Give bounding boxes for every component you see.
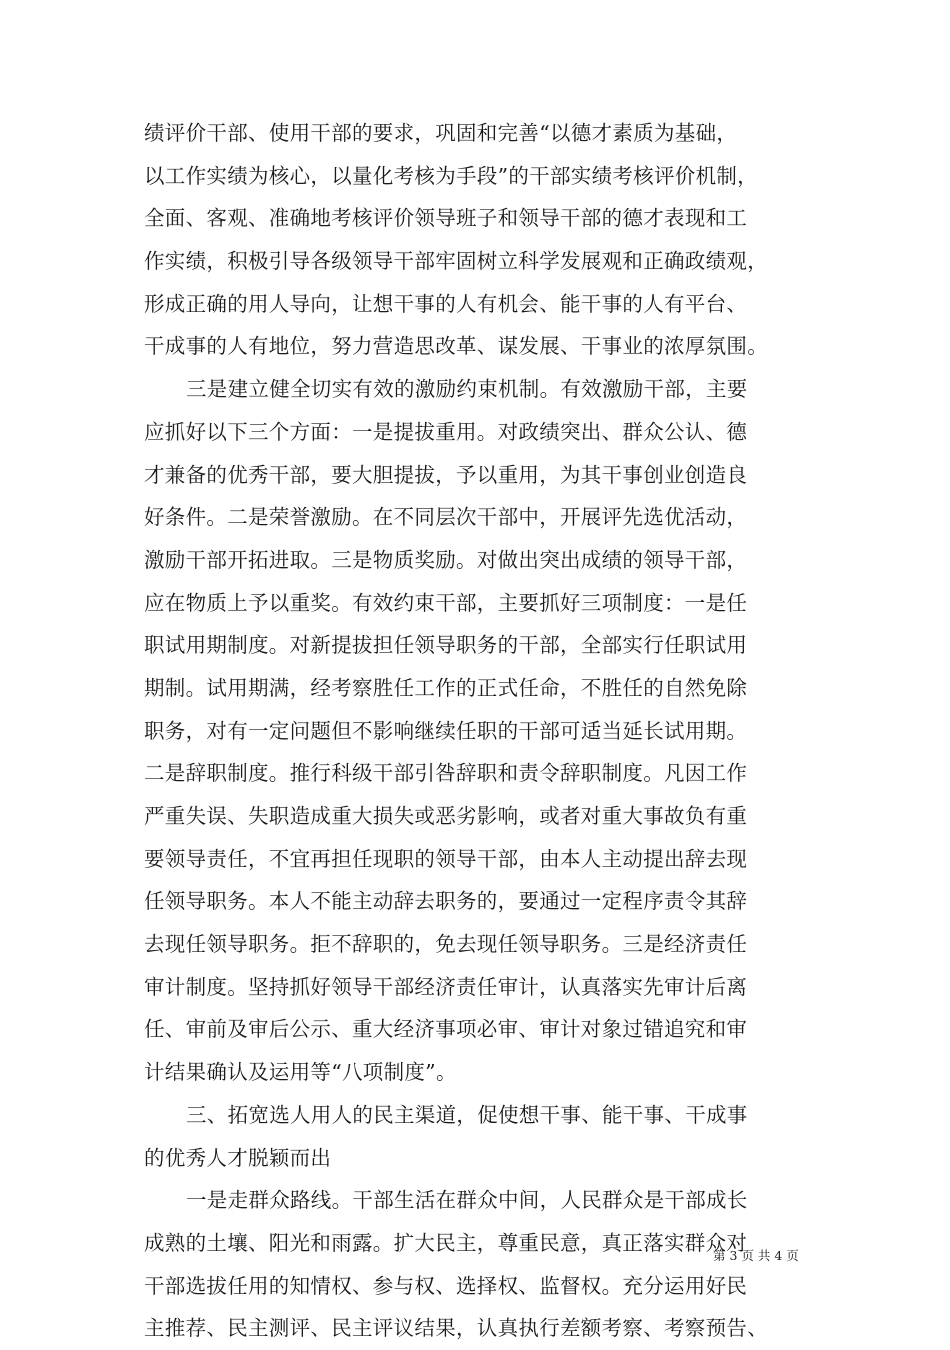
text-line: 任领导职务。本人不能主动辞去职务的，要通过一定程序责令其辞 xyxy=(144,889,748,914)
text-line: 职务，对有一定问题但不影响继续任职的干部可适当延长试用期。 xyxy=(144,718,748,743)
text-line: 严重失误、失职造成重大损失或恶劣影响，或者对重大事故负有重 xyxy=(144,804,748,828)
page-number: 第 3 页 共 4 页 xyxy=(713,1248,799,1263)
text-line: 以工作实绩为核心，以量化考核为手段”的干部实绩考核评价机制， xyxy=(144,163,758,188)
text-line: 干成事的人有地位，努力营造思改革、谋发展、干事业的浓厚氛围。 xyxy=(144,334,768,359)
text-line: 全面、客观、准确地考核评价领导班子和领导干部的德才表现和工 xyxy=(144,206,748,231)
text-line: 应抓好以下三个方面：一是提拔重用。对政绩突出、群众公认、德 xyxy=(144,419,748,444)
text-line: 成熟的土壤、阳光和雨露。扩大民主，尊重民意，真正落实群众对 xyxy=(144,1230,748,1255)
text-line: 绩评价干部、使用干部的要求，巩固和完善“以德才素质为基础， xyxy=(144,121,738,145)
text-line: 二是辞职制度。推行科级干部引咎辞职和责令辞职制度。凡因工作 xyxy=(144,761,748,786)
text-line: 要领导责任，不宜再担任现职的领导干部，由本人主动提出辞去现 xyxy=(144,846,748,871)
text-line: 干部选拔任用的知情权、参与权、选择权、监督权。充分运用好民 xyxy=(144,1273,748,1298)
body-text xyxy=(144,112,814,1350)
section-heading-line: 的优秀人才脱颖而出 xyxy=(144,1145,332,1170)
text-line: 审计制度。坚持抓好领导干部经济责任审计，认真落实先审计后离 xyxy=(144,974,748,999)
text-line: 作实绩，积极引导各级领导干部牢固树立科学发展观和正确政绩观， xyxy=(144,249,768,274)
text-line: 主推荐、民主测评、民主评议结果，认真执行差额考察、考察预告、 xyxy=(144,1316,768,1341)
text-line: 形成正确的用人导向，让想干事的人有机会、能干事的人有平台、 xyxy=(144,291,748,316)
text-line: 期制。试用期满，经考察胜任工作的正式任命，不胜任的自然免除 xyxy=(144,675,748,700)
text-line: 计结果确认及运用等“八项制度”。 xyxy=(144,1060,457,1085)
text-line: 去现任领导职务。拒不辞职的，免去现任领导职务。三是经济责任 xyxy=(144,932,748,957)
paragraph-first-line: 三是建立健全切实有效的激励约束机制。有效激励干部，主要 xyxy=(186,377,748,402)
text-line: 职试用期制度。对新提拔担任领导职务的干部，全部实行任职试用 xyxy=(144,633,748,658)
text-line: 应在物质上予以重奖。有效约束干部，主要抓好三项制度：一是任 xyxy=(144,590,748,615)
paragraph-first-line: 一是走群众路线。干部生活在群众中间，人民群众是干部成长 xyxy=(186,1188,748,1213)
text-line: 任、审前及审后公示、重大经济事项必审、审计对象过错追究和审 xyxy=(144,1017,748,1042)
section-heading-line: 三、拓宽选人用人的民主渠道，促使想干事、能干事、干成事 xyxy=(186,1102,748,1127)
text-line: 才兼备的优秀干部，要大胆提拔，予以重用，为其干事创业创造良 xyxy=(144,462,748,487)
text-line: 好条件。二是荣誉激励。在不同层次干部中，开展评先选优活动， xyxy=(144,505,748,530)
text-line: 激励干部开拓进取。三是物质奖励。对做出突出成绩的领导干部， xyxy=(144,547,748,572)
